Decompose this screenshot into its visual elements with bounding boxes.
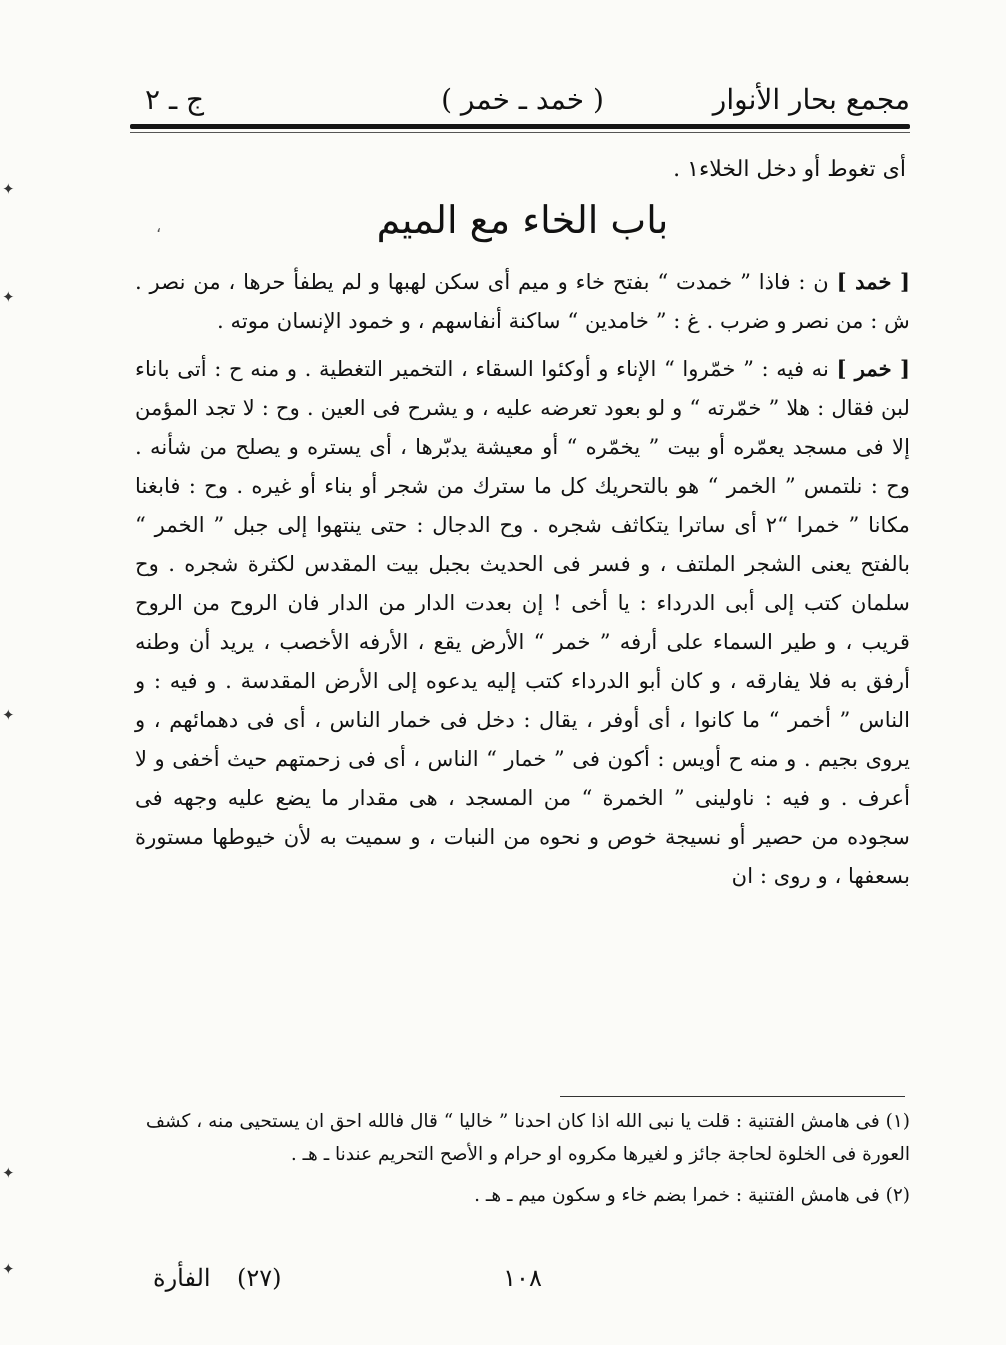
running-header — [135, 78, 910, 122]
entry-khamad — [135, 262, 910, 340]
margin-mark-icon: ✦ — [2, 1164, 15, 1182]
margin-mark-icon: ✦ — [2, 1260, 15, 1278]
entry-text: ن : فاذا ” خمدت “ بفتح خاء و ميم أى سكن لهبها و لم يطفأ حرها ، من نصر . ش : من نصر و ضرب . غ : ” خامدين “ ساكنة أنفاسهم ، و خمود الإنسان موته . — [135, 269, 910, 333]
margin-mark-icon: ✦ — [2, 180, 15, 198]
page-number: ١٠٨ — [503, 1264, 542, 1292]
footnote-rule — [560, 1096, 905, 1097]
footnote-2: (٢) فى هامش الفتنية : خمرا بضم خاء و سكون ميم ـ هـ . — [474, 1185, 910, 1206]
entry-khamar — [135, 349, 910, 895]
gathering-number: (٢٧) — [237, 1264, 282, 1292]
gathering-label: الفأرة — [153, 1264, 211, 1292]
entry-head: [ خمر ] — [836, 356, 910, 381]
entry-head: [ خمد ] — [836, 269, 910, 294]
header-rule — [130, 124, 910, 129]
stray-mark: ، — [156, 217, 162, 236]
page-footer — [135, 1258, 910, 1298]
volume-number: ج ـ ٢ — [145, 83, 205, 116]
book-title: مجمع بحار الأنوار — [712, 83, 910, 116]
margin-mark-icon: ✦ — [2, 288, 15, 306]
footnotes — [135, 1105, 910, 1220]
footnote-1: (١) فى هامش الفتنية : قلت يا نبى الله اذا كان احدنا ” خاليا “ قال فالله احق ان يستحيى منه ، كشف العورة فى الخلوة لحاجة جائز و لغيرها مكروه او حرام و الأصح التحريم عندنا ـ هـ . — [145, 1111, 910, 1165]
header-rule-thin — [130, 132, 910, 133]
body-text — [135, 262, 910, 904]
entry-text: نه فيه : ” خمّروا “ الإناء و أوكئوا السقاء ، التخمير التغطية . و منه ح : أتى باناء لبن فقال : هلا ” خمّرته “ و لو بعود تعرضه عليه ، و يشرح فى العين . وح : لا تجد المؤمن إلا فى مسجد يعمّره أو بيت ” يخمّره “ أو معيشة يدبّرها ، أى يستره و يصلح من شأنه . وح : نلتمس ” الخمر “ هو بالتحريك كل ما سترك من شجر أو بناء أو غيره . وح : فابغنا مكانا ” خمرا “٢ أى ساترا يتكاثف شجره . وح الدجال : حتى ينتهوا إلى جبل ” الخمر “ بالفتح يعنى الشجر الملتف ، و فسر فى الحديث بجبل بيت المقدس لكثرة شجره . وح سلمان كتب إلى أبى الدرداء : يا أخى ! إن بعدت الدار من الدار فان الروح من الروح قريب ، و طير السماء على أرفه ” خمر “ الأرض يقع ، الأرفه الأخصب ، يريد أن وطنه أرفق به فلا يفارقه ، و كان أبو الدرداء كتب إليه يدعوه إلى الأرض المقدسة . و فيه : و الناس ” أخمر “ ما كانوا ، أى أوفر ، يقال : دخل فى خمار الناس ، أى فى دهمائهم ، و يروى بجيم . و منه ح أويس : أكون فى ” خمار “ الناس ، أى فى زحمتهم حيث أخفى و لا أعرف . و فيه : ناولينى ” الخمرة “ من المسجد ، هى مقدار ما يضع عليه وجهه فى سجوده من حصير أو نسيجة خوص و نحوه من النبات ، و سميت به لأن خيوطها مستورة بسعفها ، و روى : ان — [135, 356, 910, 888]
chapter-title: باب الخاء مع الميم — [376, 198, 669, 242]
margin-mark-icon: ✦ — [2, 706, 15, 724]
section-range: ( خمد ـ خمر ) — [441, 83, 604, 116]
opening-line: أى تغوط أو دخل الخلاء١ . — [673, 157, 906, 182]
